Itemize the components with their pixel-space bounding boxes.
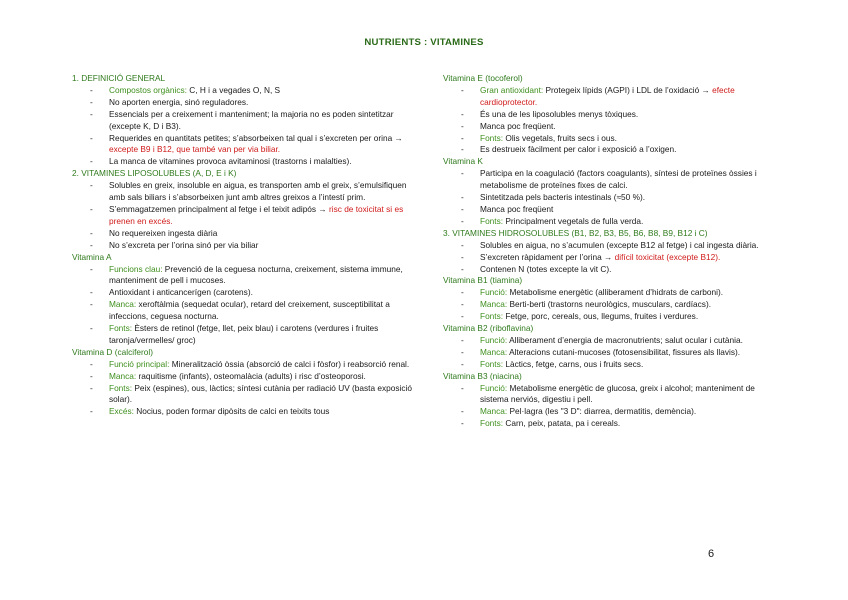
item-text: Solubles en aigua, no s’acumulen (excepte B12 al fetge) i cal ingesta diària. [480,239,759,250]
list-item [443,240,773,252]
item-text: Nocius, poden formar dipòsits de calci en teixits tous [133,406,330,417]
bullet-list [72,264,416,347]
item-label: Manca: [480,299,508,310]
item-text: S’excreten ràpidament per l’orina → [480,251,615,262]
vitamin-heading-b3: Vitamina B3 (niacina) [443,370,522,381]
list-item [443,406,773,418]
bullet-list [443,168,773,228]
vitamin-heading-k: Vitamina K [443,156,483,167]
list-item [72,228,416,240]
item-text: Requerides en quantitats petites; s’absorbeixen tal qual i s’excreten per orina → [109,132,403,143]
item-text: Manca poc freqüent. [480,120,556,131]
list-item [72,371,416,383]
item-text: Sintetitzada pels bacteris intestinals (≈50 %). [480,192,646,203]
item-text: Metabolisme energètic (alliberament d’hidrats de carboni). [507,287,724,298]
item-label: Fonts: [480,418,504,429]
list-item [72,97,416,109]
vitamin-heading-e: Vitamina E (tocoferol) [443,73,523,83]
bullet-list [443,335,773,371]
list-item [72,323,416,347]
item-label: Funció: [480,334,508,345]
item-text: Prevenció de la ceguesa nocturna, creixement, sistema immune, manteniment de pell i mucoses. [109,263,403,286]
section-heading-hidrosolubles: 3. VITAMINES HIDROSOLUBLES (B1, B2, B3, B5, B6, B8, B9, B12 i C) [443,227,708,238]
list-item [443,299,773,311]
item-text: xeroftàlmia (sequedat ocular), retard del creixement, susceptibilitat a infeccions, ceguesa nocturna. [109,299,390,322]
vitamin-heading-a: Vitamina A [72,251,112,262]
item-label: Funció: [480,287,508,298]
item-label: Manca: [480,406,508,417]
item-label: Manca: [480,346,508,357]
item-text: Olis vegetals, fruits secs i ous. [503,132,617,143]
vitamin-heading-b1: Vitamina B1 (tiamina) [443,275,523,286]
item-label: Gran antioxidant: [480,84,544,95]
list-item [443,383,773,407]
item-text: Protegeix lípids (AGPI) i LDL de l’oxidació → [543,84,713,95]
item-label: Funció principal: [109,358,170,369]
item-text: És una de les liposolubles menys tòxiques. [480,108,639,119]
item-text: Manca poc freqüent [480,203,554,214]
list-item [443,335,773,347]
item-label: Funcions clau: [109,263,163,274]
item-text: Èsters de retinol (fetge, llet, peix blau) i carotens (verdures i fruites taronja/vermelles/ groc) [109,323,379,345]
list-item [443,264,773,276]
section-heading-liposolubles: 2. VITAMINES LIPOSOLUBLES (A, D, E i K) [72,168,237,179]
bullet-list [72,359,416,419]
list-item [72,264,416,288]
item-text: Metabolisme energètic de glucosa, greix i alcohol; manteniment de sistema nerviós, digestiu i pell. [480,382,755,405]
list-item [443,418,773,430]
list-item [443,252,773,264]
item-highlight: difícil toxicitat (excepte B12). [614,251,721,262]
item-text: Pel·lagra (les "3 D": diarrea, dermatitis, demència). [507,406,697,417]
section-heading-definicio: 1. DEFINICIÓ GENERAL [72,73,166,83]
item-label: Fonts: [109,382,133,393]
item-text: No s’excreta per l’orina sinó per via biliar [109,239,259,250]
item-text: Fetge, porc, cereals, ous, llegums, fruites i verdures. [503,311,699,322]
item-highlight: efecte cardioprotector. [480,84,735,107]
item-text: Antioxidant i anticancerígen (carotens). [109,287,253,298]
list-item [443,347,773,359]
bullet-list [72,85,416,168]
item-label: Fonts: [480,132,504,143]
list-item [72,359,416,371]
list-item [443,204,773,216]
item-text: Principalment vegetals de fulla verda. [503,215,644,226]
list-item [443,359,773,371]
item-text: raquitisme (infants), osteomalàcia (adults) i risc d’osteoporosi. [136,370,366,381]
item-text: S’emmagatzemen principalment al fetge i el teixit adipós → [109,203,329,214]
item-highlight: excepte B9 i B12, que també van per via biliar. [109,144,281,155]
bullet-list [443,85,773,156]
item-text: Peix (espines), ous, làctics; síntesi cutània per radiació UV (basta exposició solar). [109,382,412,405]
item-text: Mineralització òssia (absorció de calci i fòsfor) i reabsorció renal. [169,358,410,369]
list-item [443,144,773,156]
item-text: Solubles en greix, insoluble en aigua, es transporten amb el greix, s’emulsifiquen amb sals biliars i s’absorbeixen junt amb altres greixos a l’intestí prim. [109,180,407,203]
list-item [443,121,773,133]
left-column [72,73,416,418]
item-label: Excés: [109,406,134,417]
list-item [443,287,773,299]
item-text: Alteracions cutani-mucoses (fotosensibilitat, fissures als llavis). [507,346,741,357]
vitamin-heading-b2: Vitamina B2 (riboflavina) [443,323,534,334]
item-text: Làctics, fetge, carns, ous i fruits secs. [503,358,644,369]
list-item [443,192,773,204]
item-label: Fonts: [109,323,133,334]
item-text: No requereixen ingesta diària [109,227,218,238]
list-item [72,287,416,299]
item-label: Fonts: [480,358,504,369]
list-item [72,109,416,133]
list-item [72,85,416,97]
item-label: Fonts: [480,311,504,322]
right-column [443,73,773,430]
item-label: Compostos orgànics: [109,84,187,95]
list-item [72,383,416,407]
list-item [443,133,773,145]
bullet-list [443,240,773,276]
list-item [72,406,416,418]
item-text: No aporten energia, sinó reguladores. [109,96,249,107]
item-text: Berti-berti (trastorns neurològics, musculars, cardíacs). [507,299,712,310]
list-item [72,133,416,157]
item-text: Carn, peix, patata, pa i cereals. [503,418,621,429]
list-item [443,109,773,121]
item-text: Essencials per a creixement i manteniment; la majoria no es poden sintetitzar (excepte K, D i B3). [109,108,394,131]
list-item [72,299,416,323]
page-number: 6 [708,548,715,560]
bullet-list [72,180,416,251]
list-item [443,216,773,228]
list-item [72,240,416,252]
item-text: Participa en la coagulació (factors coagulants), síntesi de proteïnes òssies i metabolisme de proteïnes fixes de calci. [480,168,757,191]
page-title: NUTRIENTS : VITAMINES [364,37,484,48]
list-item [72,204,416,228]
item-text: La manca de vitamines provoca avitaminosi (trastorns i malalties). [109,156,352,167]
item-text: C, H i a vegades O, N, S [186,84,281,95]
list-item [443,168,773,192]
item-text: Es destrueix fàcilment per calor i exposició a l’oxigen. [480,144,677,155]
vitamin-heading-d: Vitamina D (calciferol) [72,346,153,357]
item-label: Fonts: [480,215,504,226]
item-label: Funció: [480,382,508,393]
list-item [443,85,773,109]
list-item [443,311,773,323]
item-label: Manca: [109,299,137,310]
list-item [72,180,416,204]
item-text: Contenen N (totes excepte la vit C). [480,263,612,274]
bullet-list [443,287,773,323]
list-item [72,156,416,168]
bullet-list [443,383,773,431]
item-text: Alliberament d’energia de macronutrients; salut ocular i cutània. [507,334,743,345]
item-highlight: risc de toxicitat si es prenen en excés. [109,203,404,226]
item-label: Manca: [109,370,137,381]
